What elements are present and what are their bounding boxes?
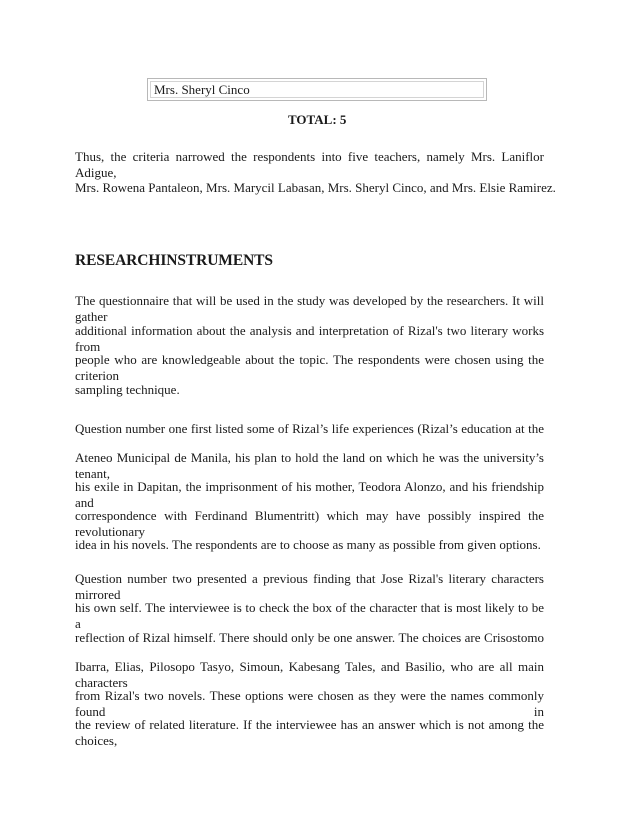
paragraph-line: the review of related literature. If the interviewee has an answer which is not among the choices,: [75, 717, 544, 748]
paragraph-line: additional information about the analysis and interpretation of Rizal's two literary works from: [75, 323, 544, 354]
table-cell-text: Mrs. Sheryl Cinco: [154, 82, 250, 97]
paragraph-line: Question number one first listed some of Rizal’s life experiences (Rizal’s education at the: [75, 421, 544, 436]
paragraph-line: from Rizal's two novels. These options were chosen as they were the names commonly found in: [75, 688, 544, 719]
total-count: TOTAL: 5: [288, 112, 347, 127]
paragraph-line: idea in his novels. The respondents are to choose as many as possible from given options.: [75, 537, 541, 552]
paragraph-line: Ateneo Municipal de Manila, his plan to hold the land on which he was the university’s tenant,: [75, 450, 544, 481]
paragraph-line: Mrs. Rowena Pantaleon, Mrs. Marycil Labasan, Mrs. Sheryl Cinco, and Mrs. Elsie Ramirez.: [75, 180, 556, 195]
paragraph-line: Thus, the criteria narrowed the respondents into five teachers, namely Mrs. Laniflor Adigue,: [75, 149, 544, 180]
paragraph-line: The questionnaire that will be used in the study was developed by the researchers. It will gather: [75, 293, 544, 324]
paragraph-line: reflection of Rizal himself. There should only be one answer. The choices are Crisostomo: [75, 630, 544, 645]
paragraph-line: sampling technique.: [75, 382, 180, 397]
paragraph-line: people who are knowledgeable about the topic. The respondents were chosen using the criterion: [75, 352, 544, 383]
paragraph-line: correspondence with Ferdinand Blumentritt) which may have possibly inspired the revolutionary: [75, 508, 544, 539]
paragraph-line: Ibarra, Elias, Pilosopo Tasyo, Simoun, Kabesang Tales, and Basilio, who are all main characters: [75, 659, 544, 690]
paragraph-line: Question number two presented a previous finding that Jose Rizal's literary characters mirrored: [75, 571, 544, 602]
paragraph-line: his own self. The interviewee is to check the box of the character that is most likely to be a: [75, 600, 544, 631]
paragraph-line: his exile in Dapitan, the imprisonment of his mother, Teodora Alonzo, and his friendship and: [75, 479, 544, 510]
table-cell: [147, 78, 487, 101]
section-heading: RESEARCHINSTRUMENTS: [75, 252, 273, 269]
